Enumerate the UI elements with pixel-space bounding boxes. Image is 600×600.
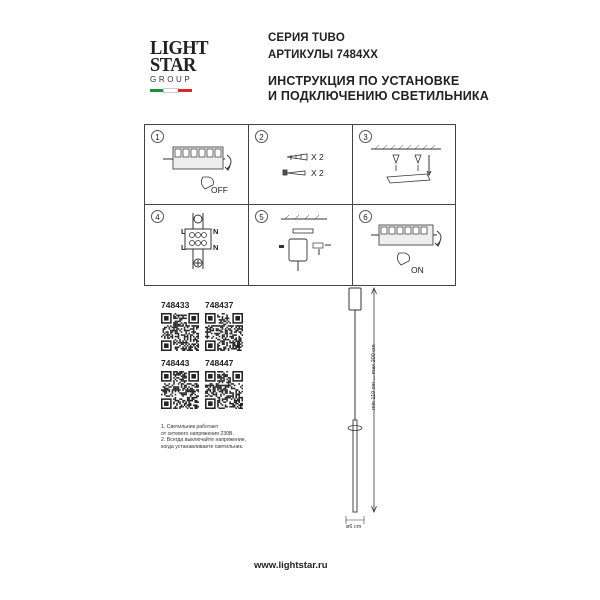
- neutral-label-top: N: [213, 227, 219, 236]
- logo-line-3: GROUP: [150, 75, 193, 84]
- step-2: [249, 125, 353, 206]
- step-3: [353, 125, 457, 206]
- step-4: [145, 205, 249, 286]
- lightstar-logo: [150, 37, 209, 92]
- step-1: [145, 125, 249, 206]
- qr-code-icon[interactable]: [205, 371, 243, 409]
- ceiling-mount-icon: [353, 125, 457, 205]
- step-number: 6: [359, 210, 372, 223]
- code-748443: 748443: [161, 358, 190, 368]
- installation-steps-grid: [144, 124, 456, 286]
- code-748433: 748433: [161, 300, 190, 310]
- step-6: [353, 205, 457, 286]
- length-dimension: min 110 cm ... max 200 cm: [371, 344, 377, 410]
- qr-code-icon[interactable]: [161, 371, 199, 409]
- off-label: OFF: [211, 185, 228, 195]
- step-number: 2: [255, 130, 268, 143]
- logo-line-1: LIGHT: [150, 37, 209, 59]
- instruction-title-line-2: И ПОДКЛЮЧЕНИЮ СВЕТИЛЬНИКА: [268, 89, 489, 103]
- dowel-quantity: X 2: [311, 152, 324, 162]
- logo-line-2: STAR: [150, 54, 196, 76]
- step-number: 1: [151, 130, 164, 143]
- canopy-mount-icon: [249, 205, 353, 285]
- articles-title: АРТИКУЛЫ 7484XX: [268, 49, 379, 61]
- live-label-top: L: [181, 227, 186, 236]
- wiring-diagram-icon: [145, 205, 249, 285]
- neutral-label-bottom: N: [213, 243, 219, 252]
- code-748447: 748447: [205, 358, 234, 368]
- dowel-screw-icon: [249, 125, 353, 205]
- terminal-block-on-icon: [353, 205, 457, 285]
- italian-flag-icon: [150, 89, 192, 92]
- instruction-title-line-1: ИНСТРУКЦИЯ ПО УСТАНОВКЕ: [268, 74, 460, 88]
- note-line-1: 1. Светильник работает: [161, 424, 219, 430]
- qr-code-icon[interactable]: [205, 313, 243, 351]
- series-title: СЕРИЯ TUBO: [268, 32, 345, 44]
- on-label: ON: [411, 265, 424, 275]
- step-5: [249, 205, 353, 286]
- terminal-block-off-icon: [145, 125, 249, 205]
- note-line-3: 2. Всегда выключайте напряжение,: [161, 437, 247, 444]
- qr-code-icon[interactable]: [161, 313, 199, 351]
- installation-notes: [161, 424, 291, 450]
- step-number: 5: [255, 210, 268, 223]
- diameter-dimension: ø6 cm: [346, 524, 362, 530]
- note-line-4: когда устанавливаете светильник.: [161, 443, 244, 450]
- screw-quantity: X 2: [311, 168, 324, 178]
- step-number: 4: [151, 210, 164, 223]
- website-link[interactable]: www.lightstar.ru: [254, 560, 328, 571]
- code-748437: 748437: [205, 300, 234, 310]
- pendant-lamp-drawing: [330, 280, 400, 530]
- note-line-2: от сетевого напряжения 230В.: [161, 430, 234, 437]
- step-number: 3: [359, 130, 372, 143]
- live-label-bottom: L: [181, 243, 186, 252]
